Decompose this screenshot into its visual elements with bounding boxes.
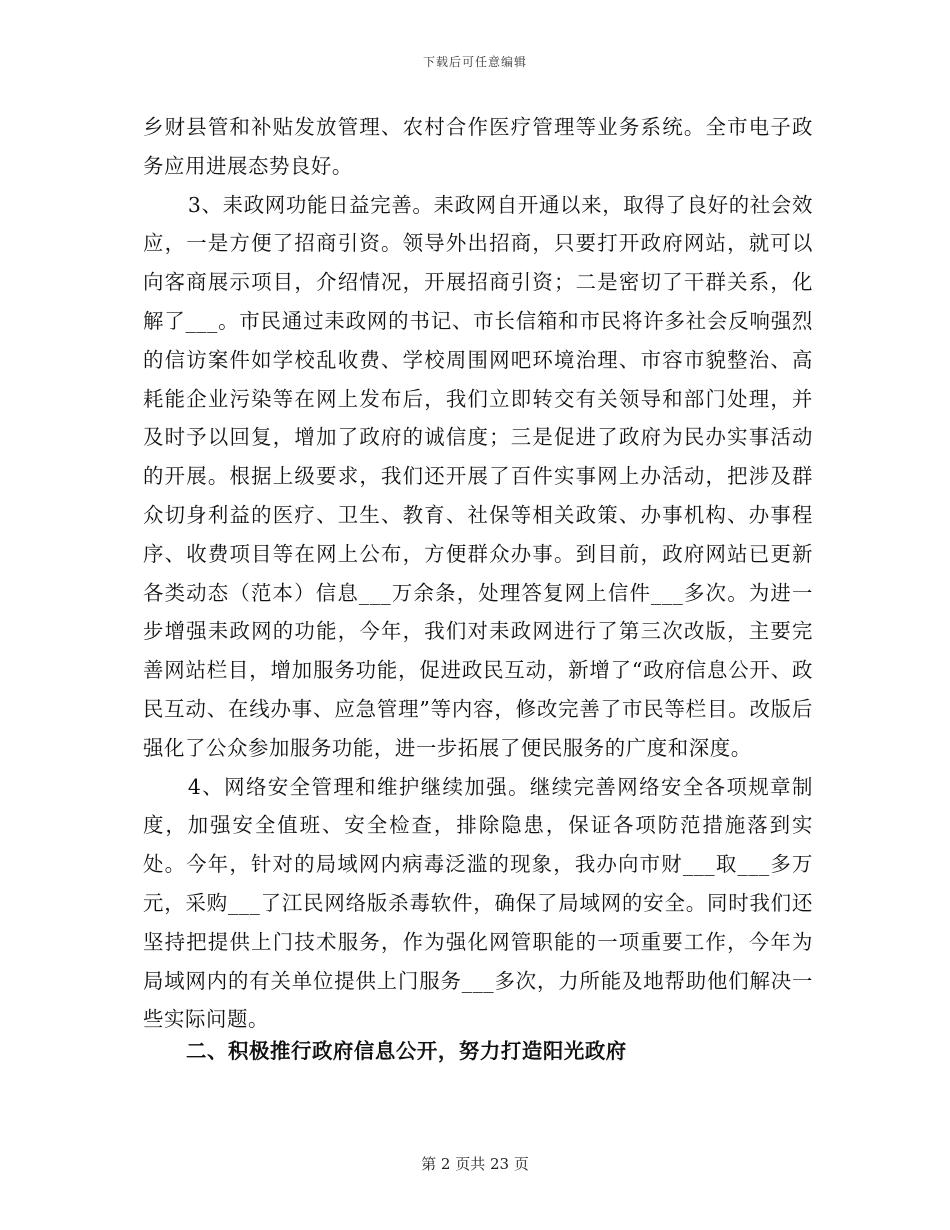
section-heading: 二、积极推行政府信息公开，努力打造阳光政府 <box>186 1039 627 1063</box>
paragraph-continuation: 乡财县管和补贴发放管理、农村合作医疗管理等业务系统。全市电子政务应用进展态势良好。 <box>143 115 813 178</box>
page-footer: 第 2 页共 23 页 <box>421 1155 529 1173</box>
body-text <box>143 108 813 1039</box>
paragraph-item-3: 3、耒政网功能日益完善。耒政网自开通以来，取得了良好的社会效应，一是方便了招商引资。领导外出招商，只要打开政府网站，就可以向客商展示项目，介绍情况，开展招商引资；二是密切了干群关系，化解了___。市民通过耒政网的书记、市长信箱和市民将许多社会反响强烈的信访案件如学校乱收费、学校周围网吧环境治理、市容市貌整治、高耗能企业污染等在网上发布后，我们立即转交有关领导和部门处理，并及时予以回复，增加了政府的诚信度；三是促进了政府为民办实事活动的开展。根据上级要求，我们还开展了百件实事网上办活动，把涉及群众切身利益的医疗、卫生、教育、社保等相关政策、办事机构、办事程序、收费项目等在网上公布，方便群众办事。到目前，政府网站已更新各类动态（范本）信息___万余条，处理答复网上信件___多次。为进一步增强耒政网的功能，今年，我们对耒政网进行了第三次改版，主要完善网站栏目，增加服务功能，促进政民互动，新增了“政府信息公开、政民互动、在线办事、应急管理”等内容，修改完善了市民等栏目。改版后强化了公众参加服务功能，进一步拓展了便民服务的广度和深度。 <box>143 192 813 760</box>
paragraph-item-4: 4、网络安全管理和维护继续加强。继续完善网络安全各项规章制度，加强安全值班、安全检查，排除隐患，保证各项防范措施落到实处。今年，针对的局域网内病毒泛滥的现象，我办向市财___取___多万元，采购___了江民网络版杀毒软件，确保了局域网的安全。同时我们还坚持把提供上门技术服务，作为强化网管职能的一项重要工作，今年为局域网内的有关单位提供上门服务___多次，力所能及地帮助他们解决一些实际问题。 <box>143 774 813 1032</box>
header-note: 下载后可任意编辑 <box>422 55 527 69</box>
